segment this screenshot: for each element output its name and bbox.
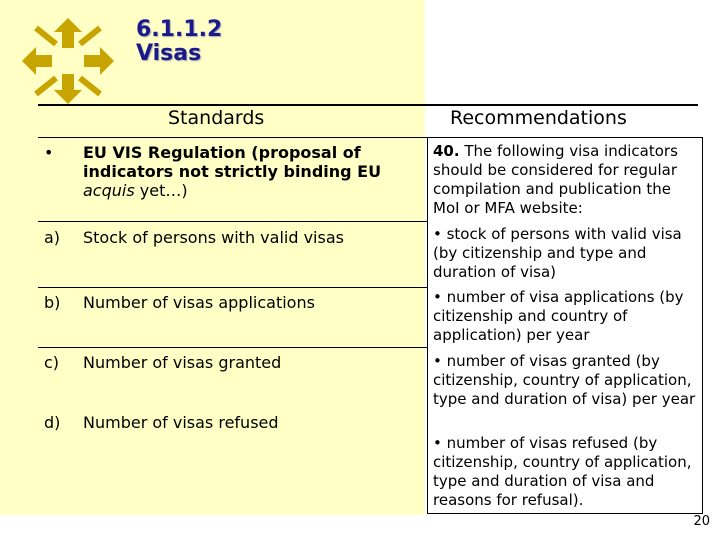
row-marker: • <box>44 143 54 162</box>
row-marker: b) <box>44 293 61 312</box>
standards-row-3: Number of visas applications <box>83 293 315 312</box>
title-number: 6.1.1.2 <box>136 17 223 42</box>
recommendation-number: 40. <box>433 142 460 160</box>
standards-row-4: Number of visas granted <box>83 353 282 372</box>
row-marker: d) <box>44 413 61 432</box>
row-divider <box>38 287 427 288</box>
header-recommendations: Recommendations <box>450 107 627 129</box>
four-way-arrows-icon <box>22 18 114 104</box>
standards-row-5: Number of visas refused <box>83 413 279 432</box>
recommendation-item: • number of visa applications (by citizenship and country of application) per year <box>433 288 684 344</box>
row-divider <box>38 221 427 222</box>
standards-row-2: Stock of persons with valid visas <box>83 228 344 247</box>
header-standards: Standards <box>168 107 265 129</box>
recommendation-40 <box>433 142 701 218</box>
title-text: Visas <box>136 41 202 66</box>
recommendation-item: • stock of persons with valid visa (by citizenship and type and duration of visa) <box>433 225 682 281</box>
standards-row-1-before: EU VIS Regulation (proposal of indicators not strictly binding EU <box>83 143 382 181</box>
row-marker: c) <box>44 353 60 372</box>
recommendation-40-text: The following visa indicators should be considered for regular compilation and publication the MoI or MFA website: <box>433 142 678 217</box>
recommendation-item: • number of visas refused (by citizenship, country of application, type and duration of visa and reasons for refusal). <box>433 434 692 509</box>
page-number: 20 <box>693 514 710 529</box>
row-marker: a) <box>44 228 61 247</box>
standards-row-1-after: yet…) <box>134 181 188 200</box>
slide-title <box>136 18 222 66</box>
standards-row-1 <box>83 143 403 200</box>
standards-row-1-italic: acquis <box>83 181 135 200</box>
recommendation-item: • number of visas granted (by citizenship, country of application, type and duration of visa) per year <box>433 352 696 408</box>
row-divider <box>38 347 427 348</box>
